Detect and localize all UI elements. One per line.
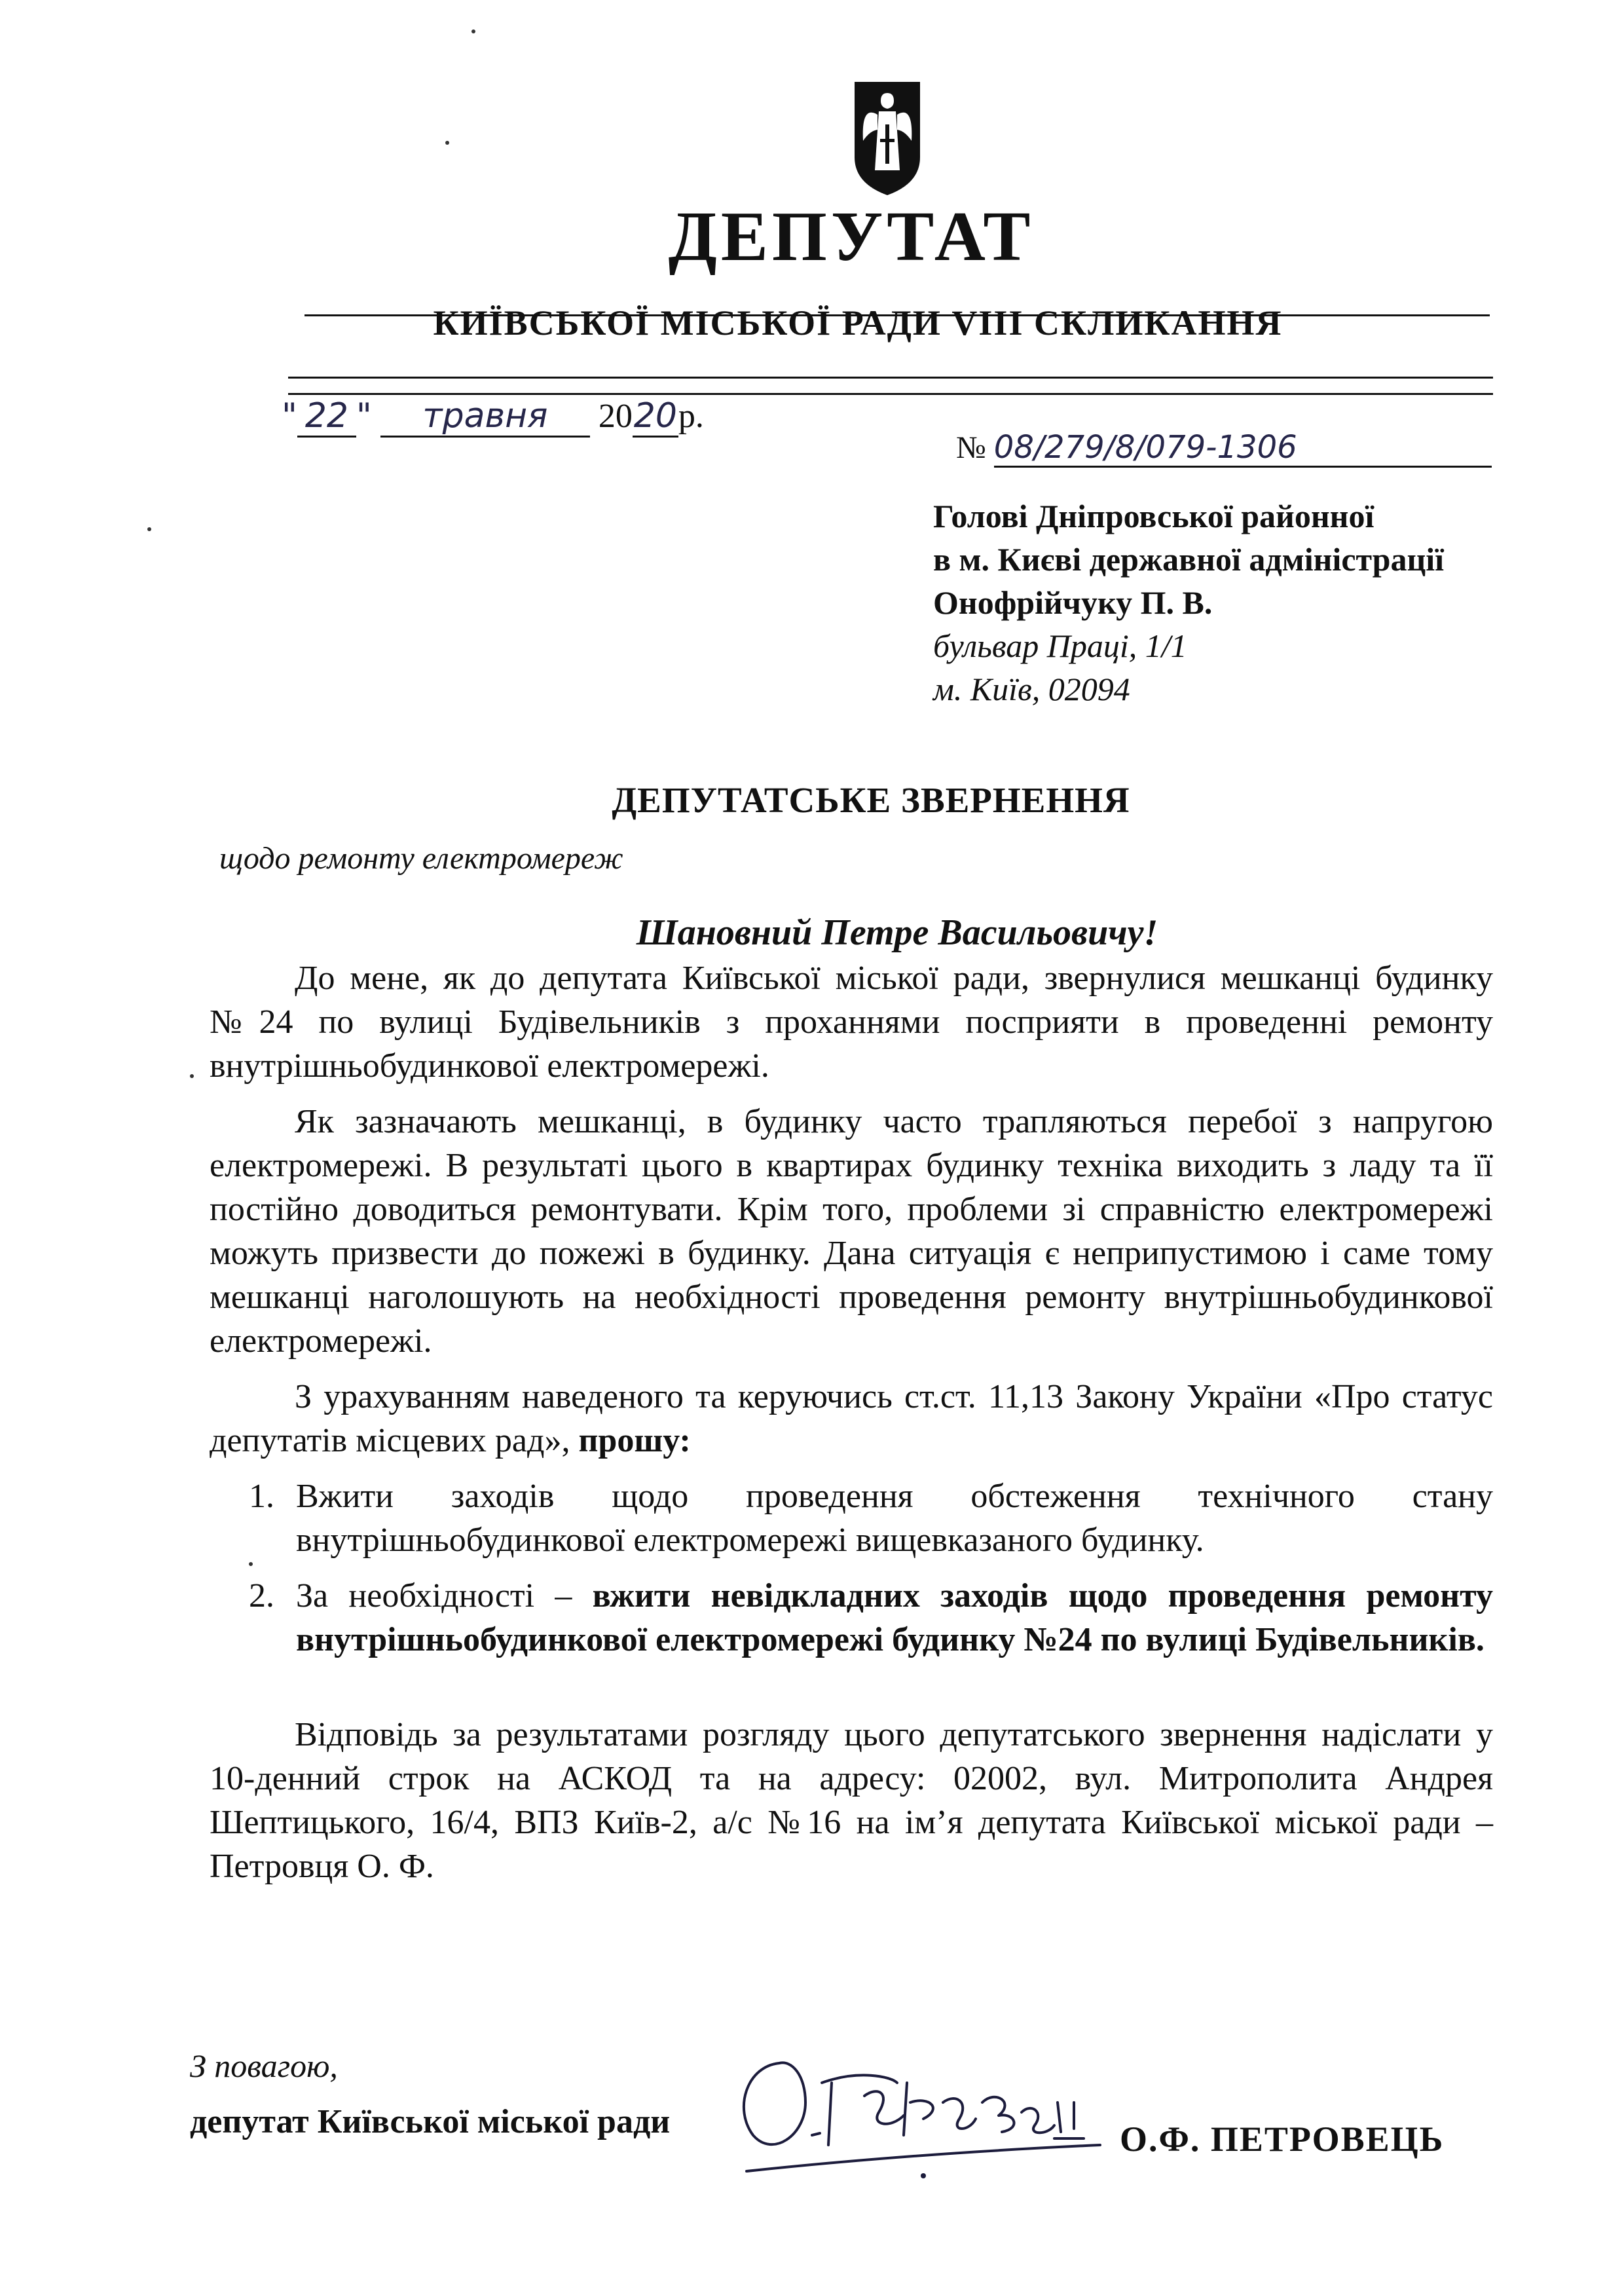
signatory-role: депутат Київської міської ради [190, 2103, 671, 2140]
list-item-text: Вжити заходів щодо проведення обстеження технічного стану внутрішньобудинкової електромережі вищевказаного будинку. [296, 1478, 1493, 1559]
scan-speck [471, 29, 475, 33]
body-paragraph-1: До мене, як до депутата Київської міської ради, звернулися мешканці будинку №24 по вулиці Будівельників з проханнями посприяти в проведенні ремонту внутрішньобудинкової електромережі. [210, 960, 1493, 1085]
scan-speck [190, 1074, 194, 1078]
addressee-line-3: Онофрійчуку П. В. [933, 584, 1213, 621]
number-value: 08/279/8/079-1306 [994, 429, 1492, 468]
document-subject: щодо ремонту електромереж [219, 841, 623, 876]
date-month: травня [380, 396, 590, 438]
date-year-mark: р. [678, 398, 704, 435]
scan-speck [445, 141, 449, 145]
date-day: 22 [297, 396, 356, 438]
list-item-text: За необхідності – [296, 1577, 572, 1614]
outgoing-number [956, 429, 1492, 468]
list-item-emphasis: вжити невідкладних заходів щодо проведення ремонту внутрішньобудинкової електромережі будинку №24 по вулиці Будівельників. [296, 1577, 1493, 1658]
date-year-suffix: 20 [633, 396, 678, 438]
number-prefix: № [956, 430, 986, 465]
header-rule-double-2 [288, 393, 1493, 395]
list-item-number: 1. [249, 1478, 274, 1515]
addressee-block [933, 494, 1444, 711]
letter-date [282, 396, 704, 438]
kyiv-emblem-icon [851, 79, 923, 196]
paragraph-3-text: З урахуванням наведеного та керуючись ст.ст. 11,13 Закону України «Про статус депутатів місцевих рад», [210, 1378, 1493, 1459]
header-title: ДЕПУТАТ [668, 198, 1035, 276]
handwritten-signature [707, 2004, 1113, 2201]
scan-speck [147, 527, 151, 531]
body-paragraph-2: Як зазначають мешканці, в будинку часто трапляються перебої з напругою електромережі. В результаті цього в квартирах будинку техніка виходить з ладу та її постійно доводиться ремонтувати. Крім того, проблеми зі справністю електромережі можуть призвести до пожежі в будинку. Дана ситуація є неприпустимою і саме тому мешканці наголошують на необхідності проведення ремонту внутрішньобудинкової електромережі. [210, 1103, 1493, 1360]
addressee-city: м. Київ, 02094 [933, 671, 1130, 707]
closing-phrase: З повагою, [190, 2047, 338, 2084]
list-item-number: 2. [249, 1577, 274, 1614]
list-item [210, 1474, 1493, 1562]
request-word: прошу: [578, 1422, 691, 1459]
date-quote-open: " [282, 396, 297, 436]
date-year-prefix: 20 [598, 398, 633, 435]
header-subtitle: КИЇВСЬКОЇ МІСЬКОЇ РАДИ VIII СКЛИКАННЯ [433, 303, 1283, 343]
letter-body [210, 956, 1493, 1900]
scan-speck [249, 1562, 253, 1566]
addressee-line-1: Голові Дніпровської районної [933, 498, 1375, 534]
addressee-street: бульвар Праці, 1/1 [933, 627, 1187, 664]
salutation: Шановний Петре Васильовичу! [636, 912, 1158, 953]
addressee-line-2: в м. Києві державної адміністрації [933, 541, 1445, 578]
reply-instructions: Відповідь за результатами розгляду цього депутатського звернення надіслати у 10-денний строк на АСКОД та на адресу: 02002, вул. Митрополита Андрея Шептицького, 16/4, ВПЗ Київ-2, а/с №16 на ім’я депутата Київської міської ради – Петровця О. Ф. [210, 1716, 1493, 1885]
signatory-name: О.Ф. ПЕТРОВЕЦЬ [1120, 2119, 1445, 2159]
date-quote-close: " [356, 396, 372, 436]
list-item [210, 1574, 1493, 1662]
request-list [210, 1474, 1493, 1662]
document-title: ДЕПУТАТСЬКЕ ЗВЕРНЕННЯ [612, 780, 1130, 820]
header-rule-double-1 [288, 377, 1493, 379]
body-paragraph-3 [210, 1375, 1493, 1463]
